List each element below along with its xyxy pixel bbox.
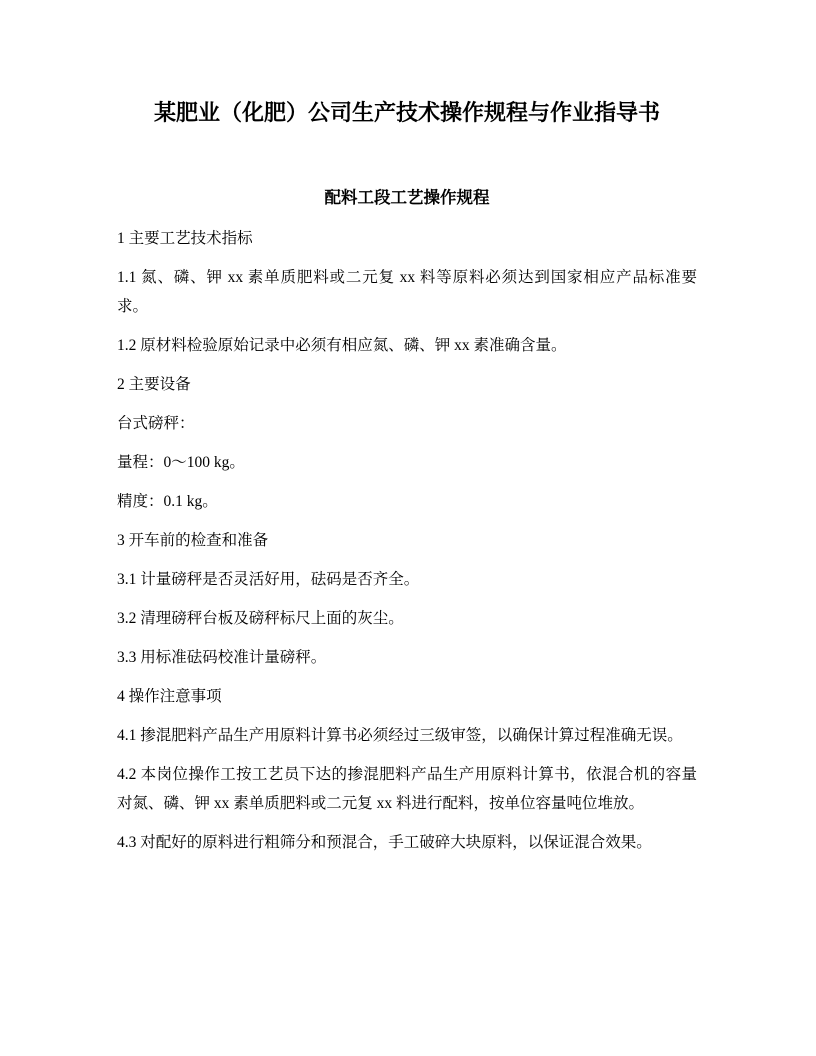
paragraph: 3.2 清理磅秤台板及磅秤标尺上面的灰尘。 [117,610,404,627]
paragraph: 台式磅秤： [117,415,195,432]
paragraph: 3.1 计量磅秤是否灵活好用，砝码是否齐全。 [117,571,420,588]
paragraph: 1 主要工艺技术指标 [117,230,253,247]
section-heading: 配料工段工艺操作规程 [324,188,490,207]
paragraph: 2 主要设备 [117,376,191,393]
document-title: 某肥业（化肥）公司生产技术操作规程与作业指导书 [153,100,660,125]
paragraph: 4.1 掺混肥料产品生产用原料计算书必须经过三级审签，以确保计算过程准确无误。 [117,727,683,744]
document-body [117,224,697,857]
paragraph: 4.3 对配好的原料进行粗筛分和预混合，手工破碎大块原料，以保证混合效果。 [117,834,652,851]
paragraph: 1.2 原材料检验原始记录中必须有相应氮、磷、钾 xx 素准确含量。 [117,337,567,354]
paragraph: 1.1 氮、磷、钾 xx 素单质肥料或二元复 xx 料等原料必须达到国家相应产品标准要求。 [117,269,697,315]
paragraph: 精度：0.1 kg。 [117,493,218,510]
paragraph: 量程：0～100 kg。 [117,454,245,471]
paragraph: 3.3 用标准砝码校准计量磅秤。 [117,649,327,666]
paragraph: 4.2 本岗位操作工按工艺员下达的掺混肥料产品生产用原料计算书，依混合机的容量对氮、磷、钾 xx 素单质肥料或二元复 xx 料进行配料，按单位容量吨位堆放。 [117,766,697,812]
paragraph: 4 操作注意事项 [117,688,222,705]
paragraph: 3 开车前的检查和准备 [117,532,269,549]
